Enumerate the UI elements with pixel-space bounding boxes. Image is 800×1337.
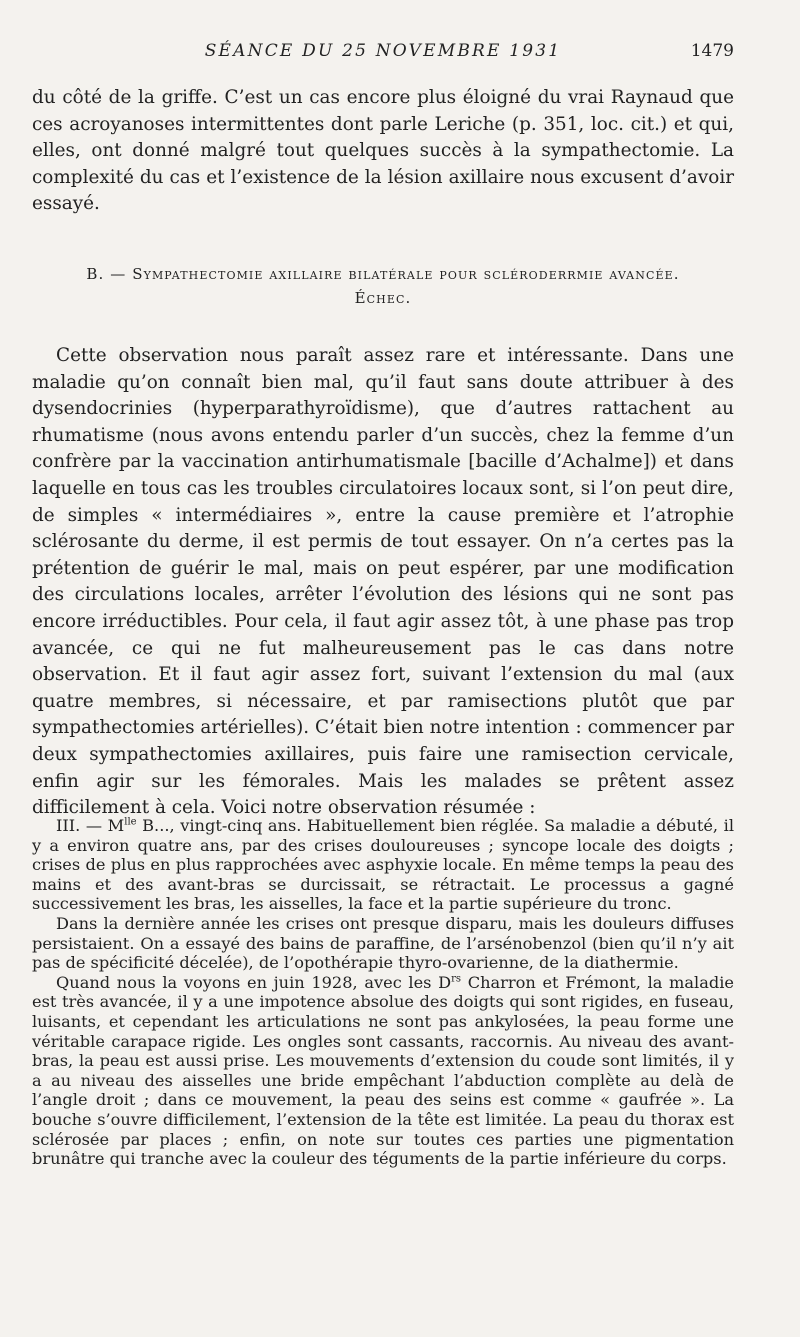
observation-title-sup: lle — [124, 816, 137, 828]
observation-block — [32, 816, 734, 1169]
observation-paragraph-3 — [32, 973, 734, 1169]
observation-paragraph-1 — [32, 816, 734, 914]
section-heading — [32, 262, 734, 310]
observation-text-3: Charron et Frémont, la maladie est très avancée, il y a une impotence absolue des doigts qui sont rigides, en fuseau, luisants, et cependant les articulations ne sont pas ankylosées, la peau forme une véritable carapace rigide. Les ongles sont cassants, raccornis. Au niveau des avant-bras, la peau est aussi prise. Les mouvements d’extension du coude sont limités, il y a au niveau des aisselles une bride empêchant l’abduction complète au delà de l’angle droit ; dans ce mouvement, la peau des seins est comme « gaufrée ». La bouche s’ouvre difficilement, l’extension de la tête est limitée. La peau du thorax est sclérosée par places ; enfin, on note sur toutes ces parties une pigmentation brunâtre qui tranche avec la couleur des téguments de la partie inférieure du corps. — [32, 972, 734, 1169]
paragraph-continuation — [32, 85, 734, 218]
observation-text-1: B..., vingt-cinq ans. Habituellement bien réglée. Sa maladie a débuté, il y a environ quatre ans, par des crises douloureuses ; syncope locale des doigts ; crises de plus en plus rapprochées avec asphyxie locale. En même temps la peau des mains et des avant-bras se durcissait, se rétractait. Le processus a gagné successivement les bras, les aisselles, la face et la partie supérieure du tronc. — [32, 816, 734, 914]
section-heading-line2: Échec. — [354, 289, 412, 307]
observation-number: III. — M — [56, 816, 125, 835]
observation-paragraph-2: Dans la dernière année les crises ont presque disparu, mais les douleurs diffuses persistaient. On a essayé des bains de paraffine, de l’arsénobenzol (bien qu’il n’y ait pas de spécificité décelée), de l’opothérapie thyro-ovarienne, de la diathermie. — [32, 913, 734, 973]
page-number: 1479 — [690, 41, 734, 61]
paragraph-intro — [32, 343, 734, 822]
running-title: SÉANCE DU 25 NOVEMBRE 1931 — [204, 41, 562, 61]
paragraph-2: Cette observation nous paraît assez rare et intéressante. Dans une maladie qu’on connaît bien mal, qu’il faut sans doute attribuer à des dysendocrinies (hyperparathyroïdisme), que d’autres rattachent au rhumatisme (nous avons entendu parler d’un succès, chez la femme d’un confrère par la vaccination antirhumatismale [bacille d’Achalme]) et dans laquelle en tous cas les troubles circulatoires locaux sont, si l’on peut dire, de simples « intermédiaires », entre la cause première et l’atrophie sclérosante du derme, il est permis de tout essayer. On n’a certes pas la prétention de guérir le mal, mais on peut espérer, par une modification des circulations locales, arrêter l’évolution des lésions qui ne sont pas encore irréductibles. Pour cela, il faut agir assez tôt, à une phase pas trop avancée, ce qui ne fut malheureusement pas le cas dans notre observation. Et il faut agir assez fort, suivant l’extension du mal (aux quatre membres, si nécessaire, et par ramisections plutôt que par sympathectomies artérielles). C’était bien notre intention : commencer par deux sympathectomies axillaires, puis faire une ramisection cervicale, enfin agir sur les fémorales. Mais les malades se prêtent assez difficilement à cela. Voici notre observation résumée : — [32, 345, 734, 819]
observation-lead-3: Quand nous la voyons en juin 1928, avec les D — [56, 972, 452, 992]
doctors-sup: rs — [451, 973, 462, 985]
paragraph-1: du côté de la griffe. C’est un cas encore plus éloigné du vrai Raynaud que ces acroyanoses intermittentes dont parle Leriche (p. 351, loc. cit.) et qui, elles, ont donné malgré tout quelques succès à la sympathectomie. La complexité du cas et l’existence de la lésion axillaire nous excusent d’avoir essayé. — [32, 87, 734, 215]
section-heading-line1: B. — Sympathectomie axillaire bilatérale pour scléroderrmie avancée. — [86, 265, 680, 283]
running-head — [32, 41, 734, 65]
